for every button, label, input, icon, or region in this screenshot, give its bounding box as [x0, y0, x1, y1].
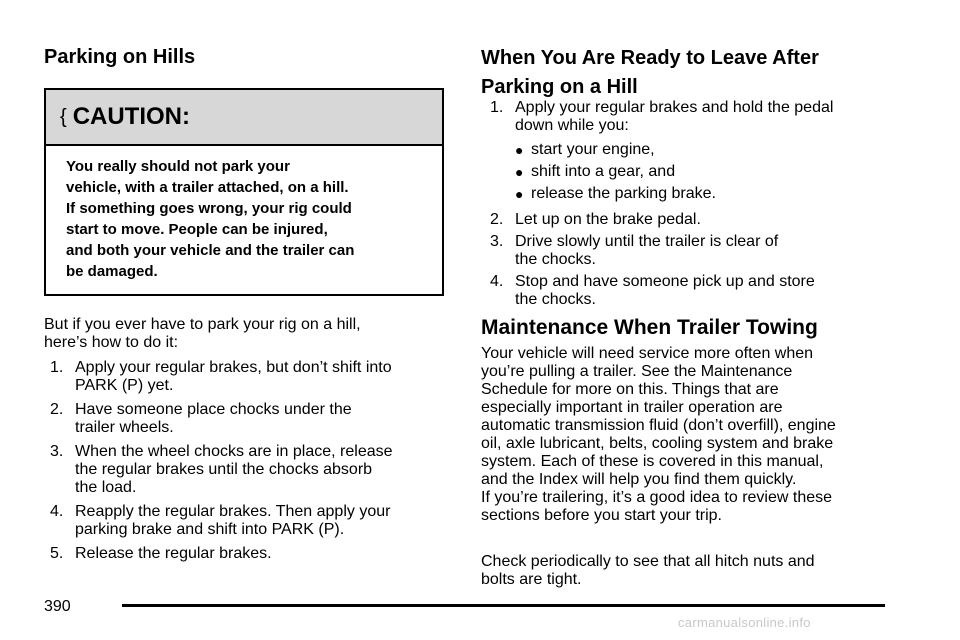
- list-item: 5. Release the regular brakes.: [50, 545, 272, 562]
- caution-text: [46, 146, 442, 282]
- list-item: 4. Reapply the regular brakes. Then apply your parking brake and shift into PARK (P).: [50, 503, 391, 538]
- list-item: 2. Let up on the brake pedal.: [490, 211, 701, 228]
- bullet-icon: ●: [515, 186, 524, 202]
- list-item: 1. Apply your regular brakes, but don’t shift into PARK (P) yet.: [50, 359, 392, 394]
- bullet-icon: ●: [515, 142, 524, 158]
- caution-header: [46, 90, 442, 146]
- list-item: 2. Have someone place chocks under the trailer wheels.: [50, 401, 352, 436]
- section-heading-maintenance: Maintenance When Trailer Towing: [481, 316, 818, 339]
- caution-brace-icon: {: [60, 106, 67, 128]
- bullet-item: ● release the parking brake.: [515, 185, 716, 202]
- bullet-list: [515, 141, 880, 203]
- list-item: 3. When the wheel chocks are in place, release the regular brakes until the chocks absorb the load.: [50, 443, 393, 496]
- page-number: 390: [44, 598, 71, 615]
- section-heading-leave-after-parking: When You Are Ready to Leave After Parking on a Hill: [481, 47, 819, 98]
- caution-line: You really should not park your: [66, 158, 290, 175]
- hitch-check-paragraph: Check periodically to see that all hitch nuts and bolts are tight.: [481, 553, 815, 588]
- list-item: 4. Stop and have someone pick up and store the chocks.: [490, 273, 815, 308]
- caution-line: be damaged.: [66, 263, 158, 280]
- list-item: 3. Drive slowly until the trailer is clear of the chocks.: [490, 233, 779, 268]
- bullet-item: ● shift into a gear, and: [515, 163, 676, 180]
- intro-paragraph: But if you ever have to park your rig on a hill, here’s how to do it:: [44, 316, 361, 351]
- list-item: 1. Apply your regular brakes and hold the pedal down while you: ● start your engine, ● shift into a gear, and ● release the parking brake.: [490, 99, 880, 207]
- leave-steps-list: [490, 99, 880, 313]
- caution-title: CAUTION:: [72, 103, 191, 130]
- caution-line: and both your vehicle and the trailer can: [66, 242, 355, 259]
- parking-steps-list: [50, 359, 450, 569]
- bullet-item: ● start your engine,: [515, 141, 655, 158]
- caution-line: vehicle, with a trailer attached, on a hill.: [66, 179, 349, 196]
- footer-divider: [122, 604, 885, 607]
- bullet-icon: ●: [515, 164, 524, 180]
- section-heading-parking-on-hills: Parking on Hills: [44, 46, 196, 68]
- watermark: carmanualsonline.info: [678, 615, 811, 630]
- maintenance-paragraph: Your vehicle will need service more often when you’re pulling a trailer. See the Maintenance Schedule for more on this. Things that are especially important in trailer operation are automatic transmission fluid (don’t overfill), engine oil, axle lubricant, belts, cooling system and brake system. Each of these is covered in this manual, and the Index will help you find them quickly. If you’re trailering, it’s a good idea to review these sections before you start your trip.: [481, 345, 836, 524]
- caution-box: [44, 88, 444, 296]
- caution-line: If something goes wrong, your rig could: [66, 200, 352, 217]
- caution-line: start to move. People can be injured,: [66, 221, 328, 238]
